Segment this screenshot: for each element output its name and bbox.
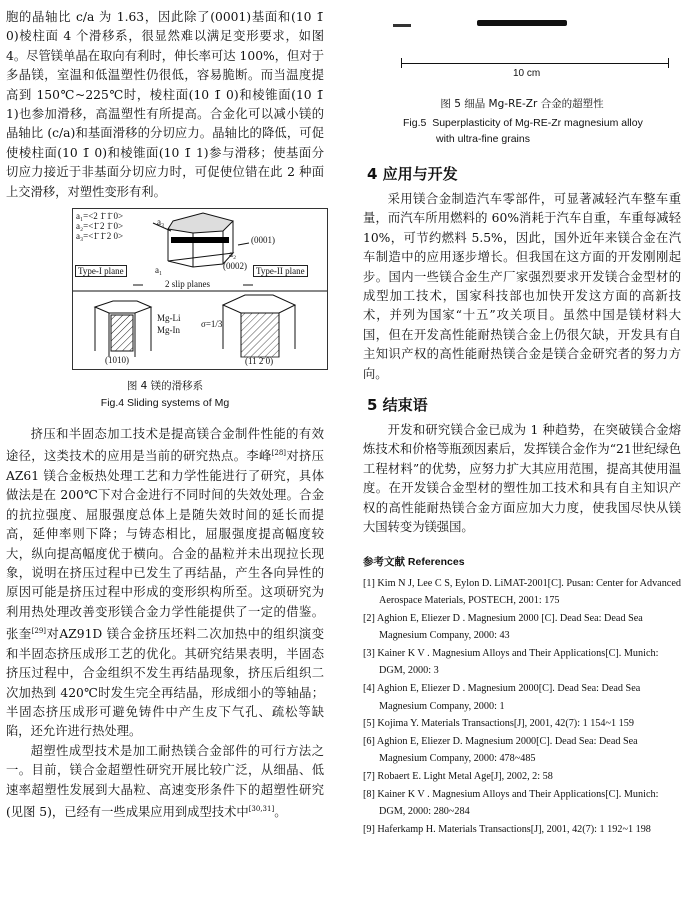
paragraph-extrusion: 挤压和半固态加工技术是提高镁合金制件性能的有效途径，这类技术的应用是当前的研究热点。李峰[28]对挤压 AZ61 镁合金板热处理工艺和力学性能进行了研究，具体做法是在 200℃下对合金进行不同时间的失效处理。合金的抗拉强度、屈服强度总体上是随失效时间的延长而提高，延伸率则下降；与铸态相比，屈服强度提高幅度较大，纵向提高幅度优于横向。合金的晶粒并未出现拉长现象，说明在挤压过程中已发生了再结晶，产生各向异性的原因可能是挤压过程中形成的变形织构所至。这项研究为利用热处理改善变形镁合金力学性能提供了一定的借鉴。张奎[29]对AZ91D 镁合金挤压坯料二次加热中的组织演变和半固态挤压成形工艺的优化。其研究结果表明，半固态挤压过程中，合金组织不发生再结晶现象，挤压后组织二次加热到 420℃时发生完全再结晶，形成细小的等轴晶；半固态挤压成形可避免铸件中产生皮下气孔、疏松等缺陷，还允许进行热处理。: [6, 427, 324, 739]
legend: a₁=<2 1̄ 1̄ 0> a₂=<1̄ 2 1̄ 0> a₃=<1̄ 1̄ 2 0>: [76, 211, 124, 242]
label-slip-planes: 2 slip planes: [165, 279, 210, 290]
reference-item: [9] Haferkamp H. Materials Transactions[J], 2001, 42(7): 1 192~1 198: [363, 823, 651, 835]
figure-4-caption-cn: 图 4 镁的滑移系: [126, 380, 204, 393]
label-sigma: σ=1/3: [201, 319, 223, 330]
scale-bar: [401, 63, 669, 64]
reference-item: [6] Aghion E, Eliezer D. Magnesium 2000[C]. Dead Sea: Dead Sea Magnesium Company, 2000: 478~485: [363, 735, 638, 765]
left-column: [6, 8, 324, 822]
label-plane-0002: (0002): [223, 261, 247, 272]
paragraph-slip-systems: 胞的晶轴比 c/a 为 1.63，因此除了(0001)基面和(10 1̄ 0)棱柱面 4 个滑移系，很显然难以满足变形要求，如图 4。尽管镁单晶在取向有利时，伸长率可达 100%，但对于多晶镁，室温和低温塑性仍很低，容易脆断。而当温度提高到 150℃~225℃时，棱柱面(10 1̄ 0)和棱锥面(10 1̄ 1)也参加滑移，高温塑性有所提高。合金化可以减小镁的晶轴比 (c/a)和基面滑移的分切应力。晶轴比的降低，可促使棱柱面(10 1̄ 0)和棱锥面(10 1̄ 1)参与滑移；使基面分切应力接近于非基面分切应力时，可促使位错在此 2 种面上交滑移，对塑性变形有利。: [6, 10, 324, 199]
figure-5-caption-en: Fig.5 Superplasticity of Mg-RE-Zr magnesium alloy: [403, 117, 643, 129]
scale-label: 10 cm: [513, 68, 541, 79]
specimen-original: [393, 24, 411, 27]
reference-item: [1] Kim N J, Lee C S, Eylon D. LiMAT-2001[C]. Pusan: Center for Advanced Aerospace Materials, POSTECH, 2001: 175: [363, 577, 681, 607]
figure-5-caption-cn: 图 5 细晶 Mg-RE-Zr 合金的超塑性: [440, 98, 604, 110]
reference-item: [5] Kojima Y. Materials Transactions[J], 2001, 42(7): 1 154~1 159: [363, 718, 634, 730]
figure-5-caption-en-2: with ultra-fine grains: [436, 133, 530, 145]
label-mg-in: Mg-In: [157, 325, 180, 336]
figure-4-diagram: [72, 208, 328, 370]
label-a1: a₁: [155, 265, 163, 276]
label-a2: a₂: [229, 249, 237, 260]
reference-item: [7] Robaert E. Light Metal Age[J], 2002, 2: 58: [363, 771, 553, 783]
reference-item: [8] Kainer K V . Magnesium Alloys and Their Applications[C]. Munich: DGM, 2000: 280~284: [363, 788, 659, 818]
right-column: [363, 8, 681, 838]
section-5-text: 开发和研究镁合金已成为 1 种趋势，在突破镁合金熔炼技术和价格等瓶颈因素后，发挥镁合金作为“21世纪绿色工程材料”的优势，应努力扩大其应用范围，提高其使用温度。在开发镁合金型材的塑性加工技术和具有自主知识产权的高性能耐热镁合金方面应加大力度，使我国尽快从镁大国转变为镁强国。: [363, 423, 681, 535]
reference-item: [3] Kainer K V . Magnesium Alloys and Their Applications[C]. Munich: DGM, 2000: 3: [363, 647, 659, 677]
label-plane-1120: (11 2̄ 0): [245, 356, 274, 367]
specimen-bar: [477, 20, 567, 26]
label-a3: a₃: [157, 217, 165, 228]
figure-4-caption-en: Fig.4 Sliding systems of Mg: [100, 397, 230, 410]
label-type-1-plane: Type-I plane: [75, 265, 127, 277]
references-list: [363, 575, 681, 839]
label-type-2-plane: Type-II plane: [253, 265, 308, 277]
section-5-title: 5 结束语: [367, 396, 428, 415]
paragraph-superplastic: 超塑性成型技术是加工耐热镁合金部件的可行方法之一。目前，镁合金超塑性研究开展比较广泛，从细晶、低速率超塑性发展到大晶粒、高速变形条件下的超塑性研究(见图 5)，已经有一些成果应用到成型技术中[30,31]。: [6, 743, 324, 820]
section-4-text: 采用镁合金制造汽车零部件，可显著减轻汽车整车重量，而汽车所用燃料的 60%消耗于汽车自重，车重每减轻 10%，可节约燃料 5.5%，因此，国外近年来镁合金在汽车制造中的应用逐步增长。但我国在这方面的开发刚刚起步。国内一些镁合金生产厂家强烈要求开发镁合金型材的成型加工技术，国家科技部也加快开发这方面的高新技术，并列为国家“十五”攻关项目。虽然中国是镁材料大国，但在开发高性能耐热镁合金上仍很欠缺，开发具有自主知识产权的高性能耐热镁合金是镁合金研究者的努力方向。: [363, 192, 681, 381]
reference-item: [2] Aghion E, Eliezer D . Magnesium 2000 [C]. Dead Sea: Dead Sea Magnesium Company, 2000: 43: [363, 612, 643, 642]
label-plane-0001: (0001): [251, 235, 275, 246]
references-heading: 参考文献 References: [363, 555, 465, 568]
figure-5-photo: [363, 8, 681, 96]
label-plane-1010: (1010): [105, 355, 129, 366]
slip-system-sketch: [73, 209, 327, 369]
reference-item: [4] Aghion E, Eliezer D . Magnesium 2000[C]. Dead Sea: Dead Sea Magnesium Company, 2000: 1: [363, 683, 641, 712]
section-4-title: 4 应用与开发: [367, 165, 458, 183]
label-mg-li: Mg-Li: [157, 313, 181, 324]
